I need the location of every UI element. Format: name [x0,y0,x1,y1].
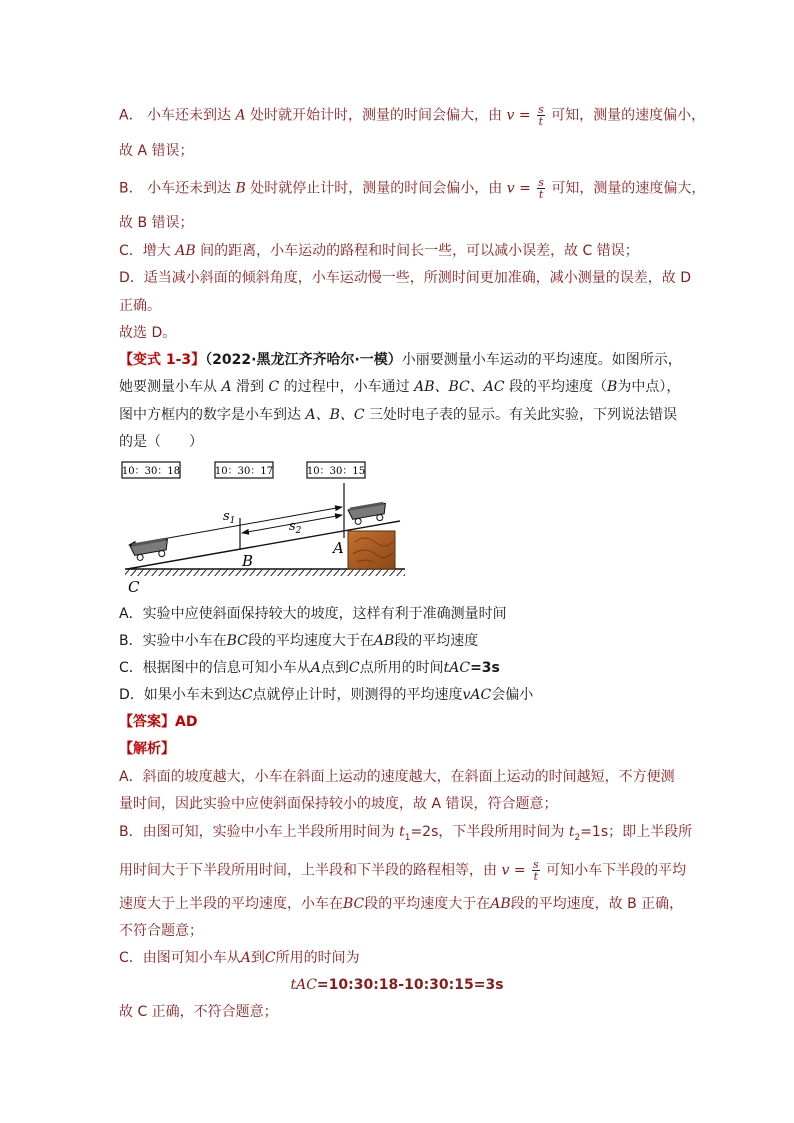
variable: vAC [462,687,492,703]
final-choice: 故选 D。 [119,325,177,341]
option-c-analysis [119,241,639,261]
text-segment: =1s；即上半段所 [580,824,693,840]
choice-a: A．实验中应使斜面保持较大的坡度，这样有利于准确测量时间 [119,606,507,622]
text-segment: 小车还未到达 [147,180,232,197]
analysis-c-line-1 [119,948,360,968]
clock-c-time: 10：30：18 [121,466,181,477]
subscript: 2 [574,832,581,843]
variant-question-line-1 [119,350,682,370]
speed-formula-fraction [537,177,545,200]
text-segment: 小车还未到达 [147,107,232,124]
speed-formula-fraction [532,859,540,882]
point-a-label: A [333,539,344,557]
variable: C [264,950,276,966]
analysis-a-line-1: A．斜面的坡度越大，小车在斜面上运动的速度越大，在斜面上运动的时间越短，不方便测 [119,769,675,785]
equation-value: =10:30:18-10:30:15=3s [316,977,504,993]
text-segment: 用时间大于下半段所用时间，上半段和下半段的路程相等，由 [119,862,497,879]
variant-tag: 【变式 1-3】 [119,352,206,368]
text-segment: 的过程中，小车通过 [283,379,410,395]
answer-value: AD [175,714,198,730]
text-segment: 为中点）， [617,379,681,395]
variable: C [268,379,280,395]
option-a-conclusion: 故 A 错误； [119,143,194,159]
variable: A [310,660,321,676]
speed-formula-fraction [537,104,545,127]
value: =3s [470,660,500,676]
subscript: 1 [404,832,411,843]
cart-at-a [348,501,389,525]
option-d-analysis-cont: 正确。 [119,298,161,314]
variant-source: （2022·黑龙江齐齐哈尔·一模） [205,352,402,368]
variable: AB、BC、AC [414,379,505,395]
text-segment: C．增大 [119,243,171,259]
analysis-b-line-3 [119,894,683,914]
analysis-b-line-4: 不符合题意； [119,923,203,939]
clock-b-time: 10：30：17 [214,466,274,477]
text-segment: 段的平均速度，故 B 正确， [510,896,684,912]
text-segment: =2s，下半段所用时间为 [410,824,565,840]
fraction-denominator: t [538,188,544,201]
text-segment: 点就停止计时，则测得的平均速度 [252,687,463,703]
text-segment: 可知，测量的速度偏大， [551,180,706,197]
analysis-b-line-1 [119,822,692,848]
point-c-label: C [128,578,140,596]
option-letter: A． [119,107,143,124]
text-segment: 段的平均速度 [394,633,479,649]
variable: tAC [290,977,317,993]
variable: A [235,107,246,124]
choice-d [119,685,533,705]
text-segment: 她要测量小车从 [119,379,217,395]
text-segment: B．由图可知，实验中小车上半段所用时间为 [119,824,395,840]
text-segment: 图中方框内的数字是小车到达 [119,407,301,423]
option-b-analysis [119,177,705,200]
variable: B [607,379,618,395]
choice-c [119,658,500,678]
text-segment: 速度大于上半段的平均速度，小车在 [119,896,343,912]
fraction-numerator: s [533,858,539,871]
variable: A、B、C [305,407,365,423]
text-segment: 段的平均速度大于在 [364,896,491,912]
clock-b [215,462,273,478]
text-segment: 到 [250,950,265,966]
velocity-symbol: v = [506,107,531,124]
s1-label: $s_1$ [223,509,236,526]
text-segment: 段的平均速度（ [509,379,608,395]
ground-hatching [125,569,405,576]
fraction-denominator: t [538,115,544,128]
option-letter: B． [119,180,143,197]
wooden-block [348,531,395,569]
option-d-analysis: D．适当减小斜面的倾斜角度，小车运动慢一些，所测时间更加准确，减小测量的误差，故 D [119,270,692,286]
text-segment: 可知小车下半段的平均 [546,862,687,879]
text-segment: 点到 [320,660,349,676]
variable: C [348,660,360,676]
text-segment: 三处时电子表的显示。有关此实验，下列说法错误 [369,407,678,423]
variable: AB [490,896,511,912]
text-segment: C．根据图中的信息可知小车从 [119,660,311,676]
fraction-numerator: s [538,176,544,189]
text-segment: 处时就停止计时，测量的时间会偏小，由 [250,180,503,197]
text-segment: B．实验中小车在 [119,633,227,649]
text-segment: 点所用的时间 [359,660,444,676]
variable: C [241,687,253,703]
option-a-analysis [119,104,705,127]
variable: tAC [443,660,471,676]
clock-a [307,462,365,478]
text-segment: 可知，测量的速度偏小， [551,107,706,124]
incline-diagram [115,458,415,598]
variable: BC [343,896,365,912]
variant-question-line-2 [119,377,680,397]
s2-label: $s_2$ [289,519,302,536]
text-segment: 会偏小 [491,687,534,703]
variable: A [221,379,232,395]
text-segment: 间的距离，小车运动的路程和时间长一些，可以减小误差，故 C 错误； [200,243,639,259]
cart-at-c [130,537,171,561]
fraction-denominator: t [533,870,539,883]
analysis-b-line-2 [119,859,686,882]
answer-line [119,712,197,732]
variable: AB [175,243,196,259]
text-segment: C．由图可知小车从 [119,950,241,966]
variable: t [399,824,405,840]
analysis-a-line-2: 量时间，因此实验中应使斜面保持较小的坡度，故 A 错误，符合题意； [119,796,558,812]
variable: t [568,824,575,840]
text-segment: 滑到 [236,379,265,395]
clock-a-time: 10：30：15 [306,466,366,477]
variable: A [240,950,251,966]
point-b-label: B [242,552,254,570]
text-segment: 段的平均速度大于在 [247,633,374,649]
velocity-symbol: v = [501,862,526,879]
variant-question-line-3 [119,405,677,425]
variable: AB [373,633,395,649]
text-segment: D．如果小车未到达 [119,687,242,703]
variable: BC [226,633,248,649]
answer-label: 【答案】 [119,714,175,730]
velocity-symbol: v = [506,180,531,197]
text-segment: 处时就开始计时，测量的时间会偏大，由 [250,107,503,124]
text-segment: 所用的时间为 [275,950,360,966]
text-segment: 小丽要测量小车运动的平均速度。如图所示， [401,352,682,368]
fraction-numerator: s [538,103,544,116]
variant-question-line-4: 的是（ ） [119,434,203,450]
analysis-c-equation [0,975,794,995]
clock-c [122,462,180,478]
option-b-conclusion: 故 B 错误； [119,215,194,231]
analysis-label: 【解析】 [119,741,175,757]
analysis-c-line-3: 故 C 正确，不符合题意； [119,1004,278,1020]
variable: B [235,180,246,197]
choice-b [119,631,478,651]
